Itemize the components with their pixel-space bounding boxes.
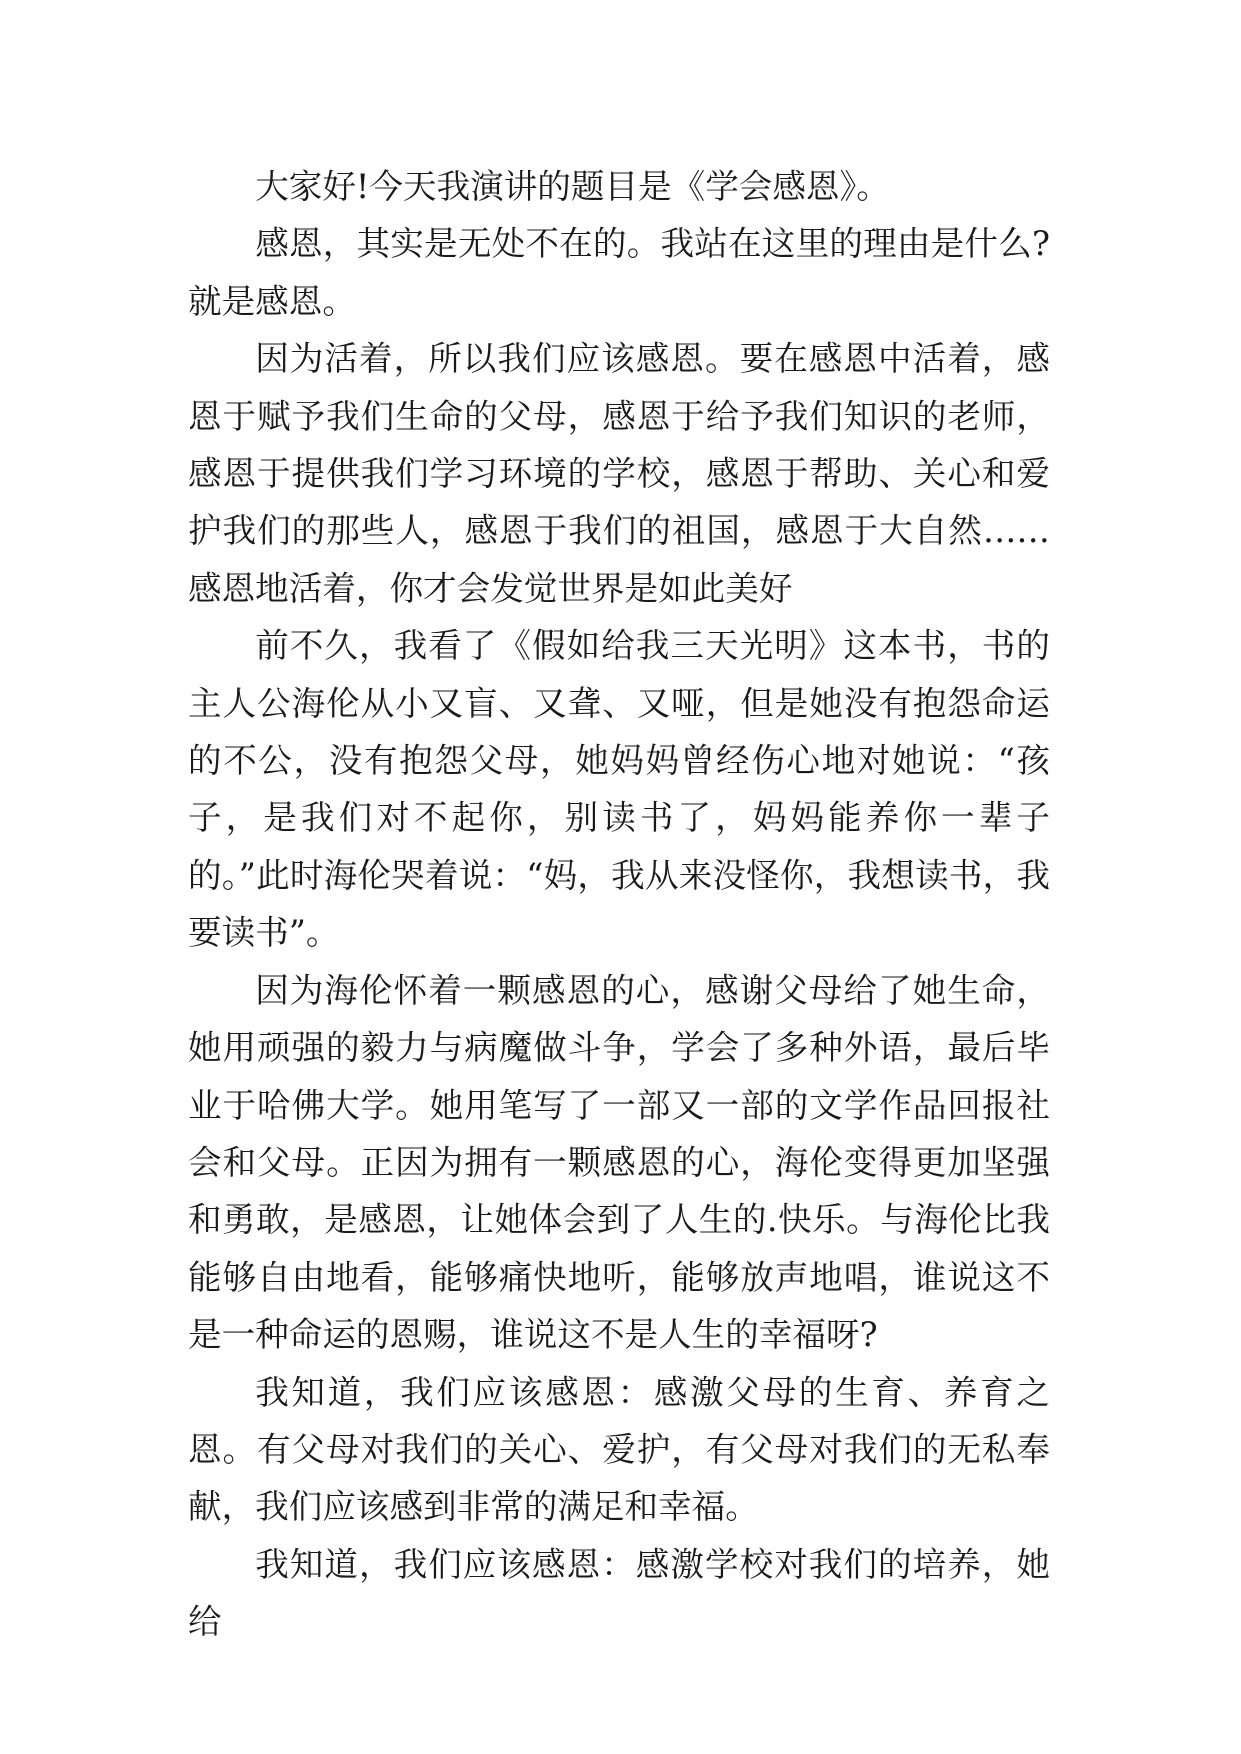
paragraph-thank-parents: 我知道，我们应该感恩：感激父母的生育、养育之恩。有父母对我们的关心、爱护，有父母对我们的无私奉献，我们应该感到非常的满足和幸福。 [188,1372,1050,1527]
document-body [188,158,1050,1651]
paragraph-helen-book: 前不久，我看了《假如给我三天光明》这本书，书的主人公海伦从小又盲、又聋、又哑，但是她没有抱怨命运的不公，没有抱怨父母，她妈妈曾经伤心地对她说：“孩子，是我们对不起你，别读书了，妈妈能养你一辈子的。”此时海伦哭着说：“妈，我从来没怪你，我想读书，我要读书”。 [188,626,1050,953]
paragraph-thank-school: 我知道，我们应该感恩：感激学校对我们的培养，她给 [188,1544,1050,1642]
paragraph-helen-gratitude: 因为海伦怀着一颗感恩的心，感谢父母给了她生命，她用顽强的毅力与病魔做斗争，学会了多种外语，最后毕业于哈佛大学。她用笔写了一部又一部的文学作品回报社会和父母。正因为拥有一颗感恩的心，海伦变得更加坚强和勇敢，是感恩，让她体会到了人生的.快乐。与海伦比我能够自由地看，能够痛快地听，能够放声地唱，谁说这不是一种命运的恩赐，谁说这不是人生的幸福呀? [188,970,1050,1355]
paragraph-gratitude-everywhere: 感恩，其实是无处不在的。我站在这里的理由是什么?就是感恩。 [188,224,1050,321]
paragraph-greeting: 大家好!今天我演讲的题目是《学会感恩》。 [255,167,890,206]
paragraph-live-with-gratitude: 因为活着，所以我们应该感恩。要在感恩中活着，感恩于赋予我们生命的父母，感恩于给予我们知识的老师，感恩于提供我们学习环境的学校，感恩于帮助、关心和爱护我们的那些人，感恩于我们的祖国，感恩于大自然……感恩地活着，你才会发觉世界是如此美好 [188,339,1050,608]
